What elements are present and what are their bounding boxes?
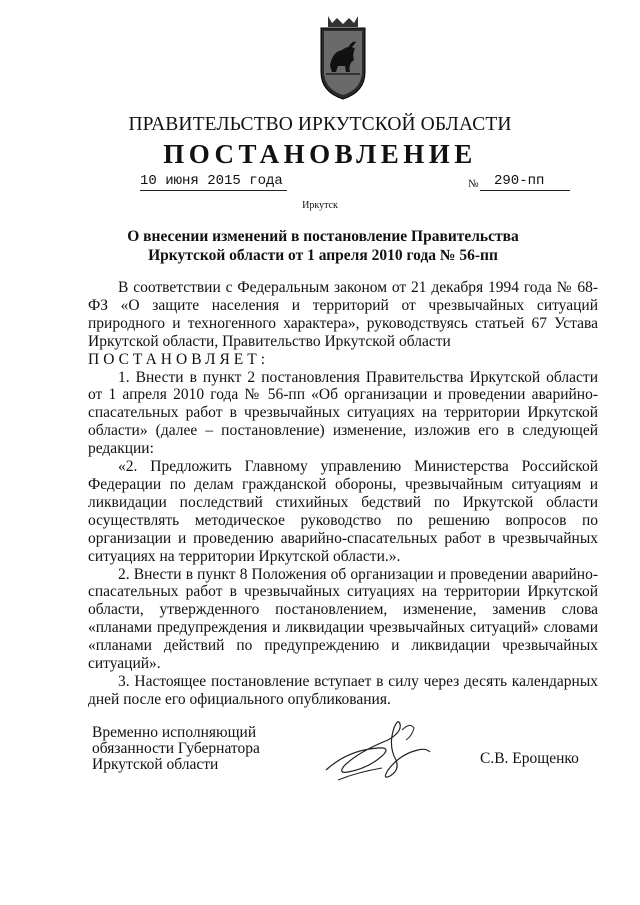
irkutsk-coat-of-arms-icon (318, 14, 368, 100)
signer-name: С.В. Ерощенко (480, 750, 579, 767)
quote-paragraph: «2. Предложить Главному управлению Министерства Российской Федерации по делам гражданской обороны, чрезвычайным ситуациям и ликвидации последствий стихийных бедствий по Иркутской области осуществлять методическое руководство по решению вопросов по организации и проведению аварийно-спасательных работ в чрезвычайных ситуациях на территории Иркутской области.». (88, 458, 598, 565)
signer-title-line: Иркутской области (92, 756, 219, 773)
preamble-paragraph: В соответствии с Федеральным законом от 21 декабря 1994 года № 68-ФЗ «О защите населения и территорий от чрезвычайных ситуаций природного и техногенного характера», руководствуясь статьей 67 Устава Иркутской области, Правительство Иркутской области (88, 279, 598, 350)
document-date: 10 июня 2015 года (140, 173, 287, 191)
document-body (88, 279, 598, 709)
document-type-title: ПОСТАНОВЛЕНИЕ (163, 139, 477, 169)
document-number: 290-пп (480, 173, 570, 191)
item-2-paragraph: 2. Внести в пункт 8 Положения об организации и проведении аварийно-спасательных работ в чрезвычайных ситуациях на территории Иркутской области, утвержденного постановлением, изменение, заменив слова «планами предупреждения и ликвидации чрезвычайных ситуаций» словами «планами действий по предупреждению и ликвидации чрезвычайных ситуаций». (88, 565, 598, 673)
document-city: Иркутск (302, 200, 338, 211)
number-label: № (468, 178, 479, 190)
signer-title (92, 725, 260, 773)
document-subject: О внесении изменений в постановление Правительства Иркутской области от 1 апреля 2010 года № 56-пп (127, 228, 519, 264)
decrees-heading: ПОСТАНОВЛЯЕТ: (88, 350, 270, 368)
signer-title-line: обязанности Губернатора (92, 740, 260, 757)
item-1-paragraph: 1. Внести в пункт 2 постановления Правительства Иркутской области от 1 апреля 2010 года № 56-пп «Об организации и проведении аварийно-спасательных работ в чрезвычайных ситуациях на территории Иркутской области» (далее – постановление) изменение, изложив его в следующей редакции: (88, 368, 598, 458)
item-3-paragraph: 3. Настоящее постановление вступает в силу через десять календарных дней после его официального опубликования. (88, 672, 598, 708)
handwritten-signature-icon (318, 710, 438, 790)
signer-title-line: Временно исполняющий (92, 724, 257, 741)
government-name: ПРАВИТЕЛЬСТВО ИРКУТСКОЙ ОБЛАСТИ (128, 114, 512, 135)
